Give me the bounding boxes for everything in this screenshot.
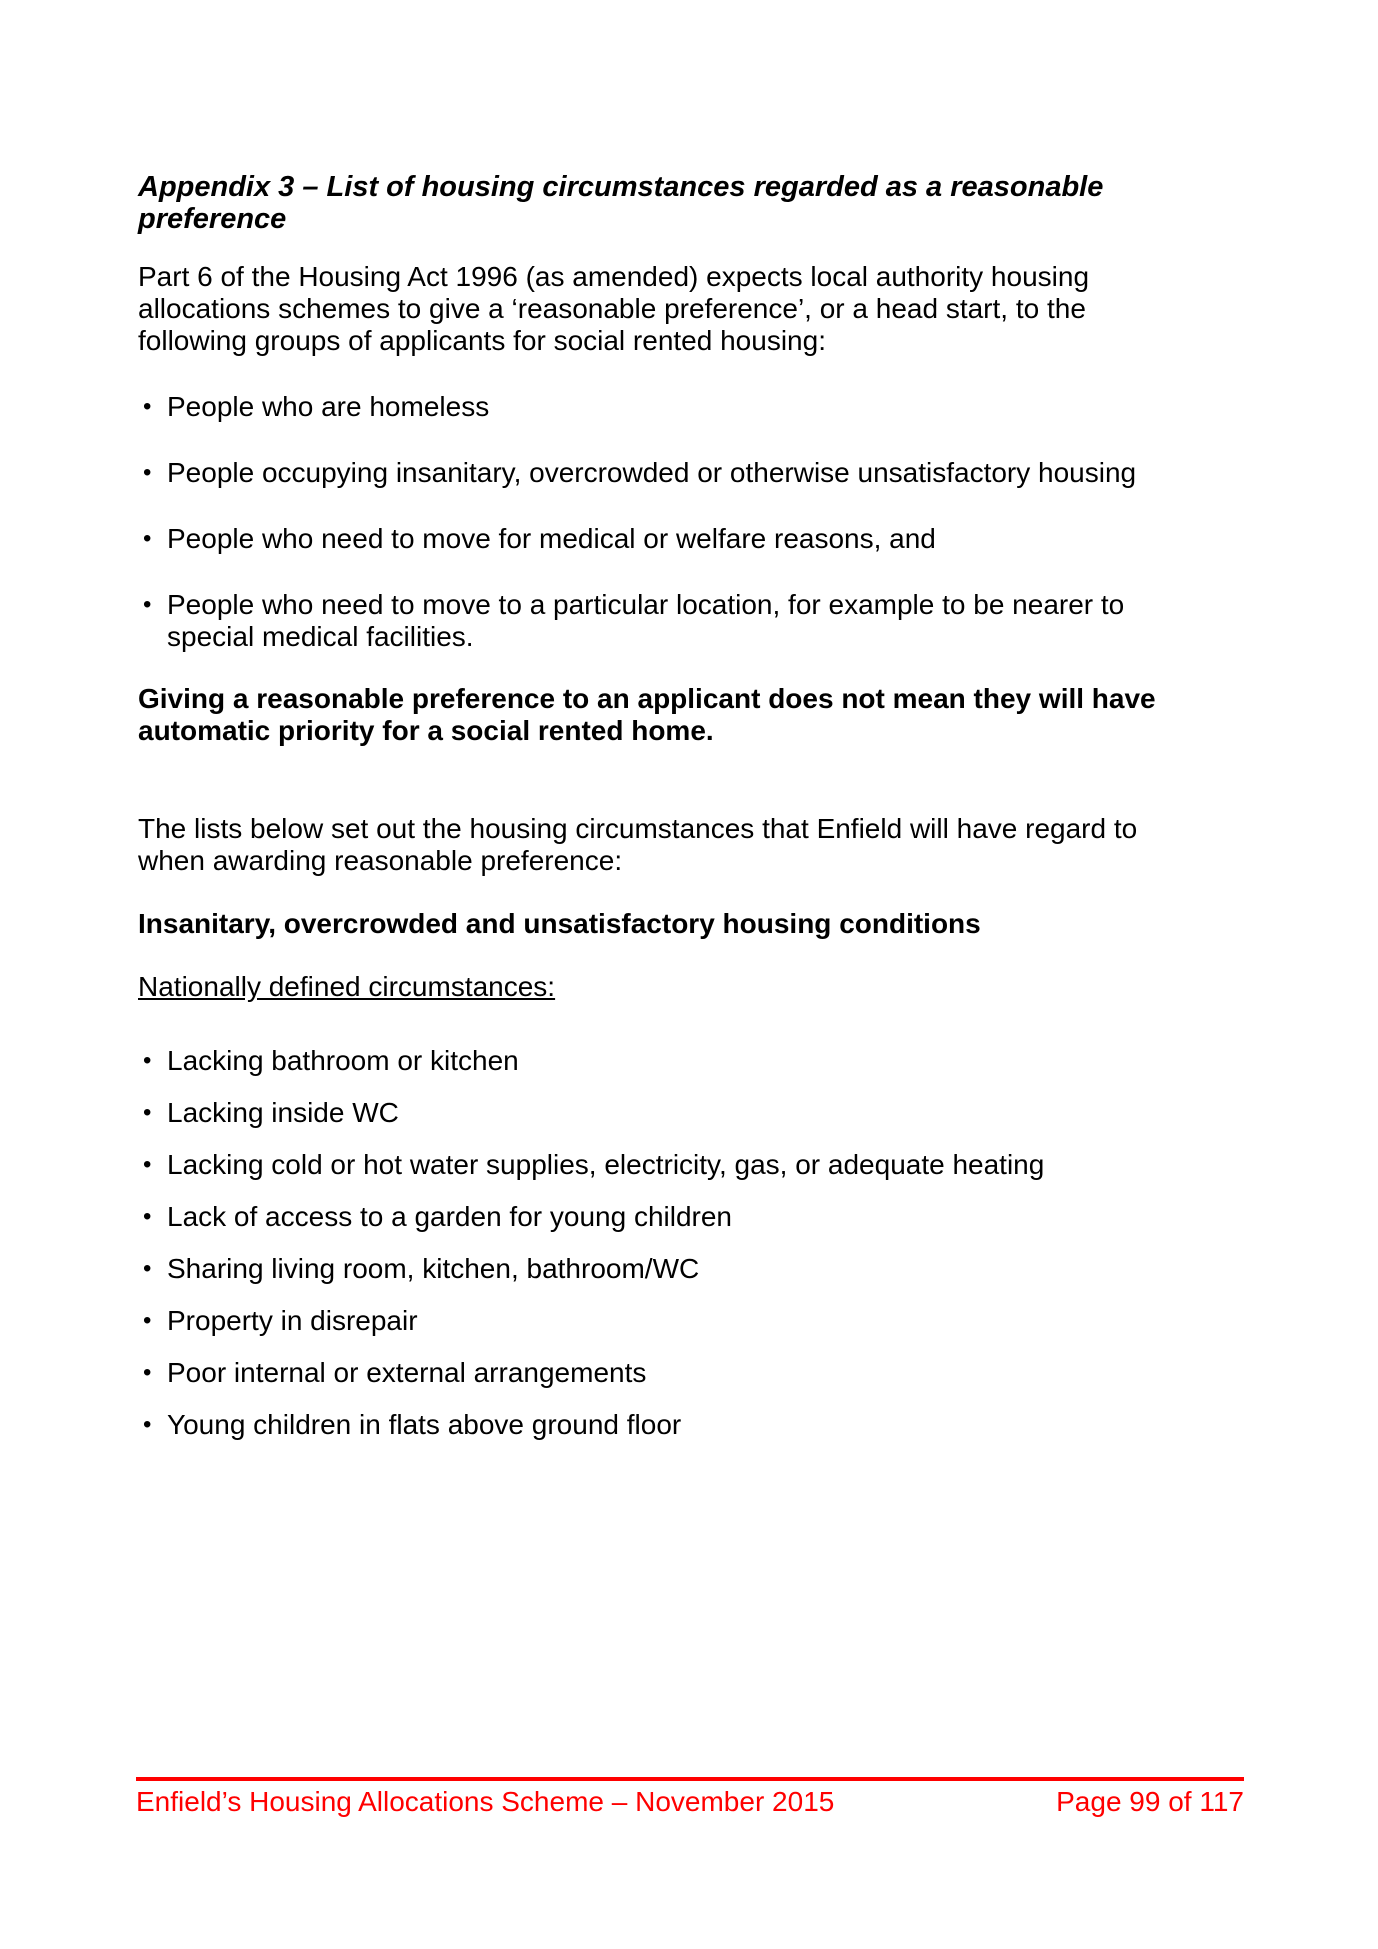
footer-document-name: Enfield’s Housing Allocations Scheme – November 2015	[136, 1786, 835, 1817]
list-item	[138, 1409, 1183, 1441]
emphasis-note: Giving a reasonable preference to an applicant does not mean they will have automatic priority for a social rented home.	[138, 683, 1156, 746]
list-item	[138, 1149, 1183, 1181]
subsection-heading: Nationally defined circumstances:	[138, 971, 556, 1002]
list-item	[138, 589, 1183, 653]
list-item-text: People who are homeless	[167, 391, 490, 422]
list-item-text: Lacking bathroom or kitchen	[167, 1045, 519, 1076]
bullet-icon: •	[143, 1359, 152, 1386]
bullet-icon: •	[143, 1151, 152, 1178]
bullet-icon: •	[143, 1255, 152, 1282]
lists-intro-paragraph: The lists below set out the housing circumstances that Enfield will have regard to when awarding reasonable preference:	[138, 813, 1138, 876]
bullet-icon: •	[143, 525, 152, 552]
list-item-text: Lacking cold or hot water supplies, electricity, gas, or adequate heating	[167, 1149, 1045, 1180]
list-item-text: Young children in flats above ground floor	[167, 1409, 682, 1440]
national-circumstances-list	[138, 1045, 1183, 1441]
footer-page-number: Page 99 of 117	[1056, 1786, 1244, 1817]
list-item	[138, 1305, 1183, 1337]
bullet-icon: •	[143, 1099, 152, 1126]
list-item	[138, 523, 1183, 555]
list-item-text: Poor internal or external arrangements	[167, 1357, 647, 1388]
preference-groups-list	[138, 391, 1183, 653]
list-item-text: People who need to move to a particular location, for example to be nearer to special medical facilities.	[167, 589, 1125, 652]
bullet-icon: •	[143, 1307, 152, 1334]
list-item-text: Sharing living room, kitchen, bathroom/WC	[167, 1253, 700, 1284]
list-item	[138, 1201, 1183, 1233]
bullet-icon: •	[143, 393, 152, 420]
list-item-text: Property in disrepair	[167, 1305, 418, 1336]
page-title: Appendix 3 – List of housing circumstances regarded as a reasonable preference	[138, 171, 1104, 235]
list-item-text: Lack of access to a garden for young children	[167, 1201, 733, 1232]
page-content	[138, 0, 1183, 1441]
list-item	[138, 1045, 1183, 1077]
list-item	[138, 1097, 1183, 1129]
list-item	[138, 1357, 1183, 1389]
bullet-icon: •	[143, 1047, 152, 1074]
list-item	[138, 457, 1183, 489]
list-item-text: Lacking inside WC	[167, 1097, 399, 1128]
list-item-text: People occupying insanitary, overcrowded or otherwise unsatisfactory housing	[167, 457, 1137, 488]
bullet-icon: •	[143, 459, 152, 486]
page-footer	[136, 1777, 1244, 1818]
bullet-icon: •	[143, 1411, 152, 1438]
bullet-icon: •	[143, 1203, 152, 1230]
bullet-icon: •	[143, 591, 152, 618]
list-item	[138, 391, 1183, 423]
list-item-text: People who need to move for medical or welfare reasons, and	[167, 523, 936, 554]
intro-paragraph: Part 6 of the Housing Act 1996 (as amended) expects local authority housing allocations schemes to give a ‘reasonable preference’, or a head start, to the following groups of applicants for social rented housing:	[138, 261, 1090, 356]
section-heading: Insanitary, overcrowded and unsatisfactory housing conditions	[138, 908, 981, 939]
list-item	[138, 1253, 1183, 1285]
